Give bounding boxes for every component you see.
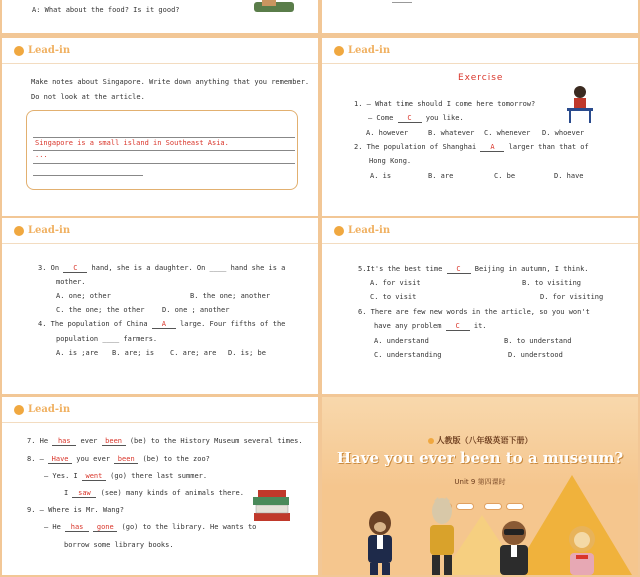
q5-post: Beijing in autumn, I think.	[474, 265, 589, 273]
q2-pre: 2. The population of Shanghai	[354, 143, 477, 151]
q6-option-c: C. understanding	[374, 351, 442, 359]
q8-sentence	[27, 455, 210, 464]
slide-header	[322, 38, 638, 64]
q9b-answer-2: gone	[93, 523, 117, 532]
q8c-post: (see) many kinds of animals there.	[100, 489, 244, 497]
cat-character-icon	[422, 497, 462, 575]
slide-q5-q6	[322, 218, 638, 394]
blank-line	[392, 2, 412, 3]
notes-rule	[33, 175, 143, 176]
dog-character-icon	[360, 509, 400, 575]
q1-option-c: C. whenever	[484, 129, 531, 137]
slide-header	[322, 218, 638, 244]
q2-answer: A	[480, 143, 504, 152]
q8c-pre: I	[64, 489, 69, 497]
instruction-1: Make notes about Singapore. Write down anything that you remember.	[31, 78, 310, 86]
header-dot-icon	[334, 226, 344, 236]
q3-pre: 3. On	[38, 264, 60, 272]
q2-continued: Hong Kong.	[369, 157, 412, 165]
q5-pre: 5.It's the best time	[358, 265, 443, 273]
q5-option-c: C. to visit	[370, 293, 417, 301]
q2-option-c: C. be	[494, 172, 516, 180]
food-illustration-icon	[252, 0, 296, 14]
q5-sentence	[358, 265, 589, 274]
cover-pill	[506, 503, 524, 510]
q7-mid: ever	[80, 437, 98, 445]
notes-rule	[33, 137, 295, 138]
q2-option-b: B. are	[428, 172, 454, 180]
q3-option-b: B. the one; another	[190, 292, 271, 300]
q1-answer: C	[398, 114, 422, 123]
slide-header	[2, 38, 318, 64]
lion-character-icon	[562, 525, 602, 575]
q9b-post: (go) to the library. He wants to	[121, 523, 257, 531]
q7-answer-1: has	[52, 437, 76, 446]
q5-option-b: B. to visiting	[522, 279, 582, 287]
cover-dot-icon	[428, 438, 434, 444]
q7-post: (be) to the History Museum several times.	[129, 437, 303, 445]
slide-exercise	[322, 38, 638, 216]
slide-header	[2, 218, 318, 244]
q4-sentence	[38, 320, 285, 329]
q3-continued: mother.	[56, 278, 86, 286]
q1-option-b: B. whatever	[428, 129, 475, 137]
q4-answer: A	[152, 320, 176, 329]
header-label: Lead-in	[348, 45, 391, 56]
q1-option-d: D. whoever	[542, 129, 585, 137]
q1-option-a: A. however	[366, 129, 409, 137]
bear-character-icon	[492, 519, 536, 575]
header-label: Lead-in	[28, 225, 71, 236]
header-dot-icon	[14, 405, 24, 415]
q6-sentence	[374, 322, 487, 331]
q1-pre: — Come	[368, 114, 394, 122]
q4-option-a: A. is ;are	[56, 349, 99, 357]
q8-mid: you ever	[76, 455, 111, 463]
q9b-pre: — He	[44, 523, 61, 531]
slide-notes	[2, 38, 318, 216]
q3-sentence	[38, 264, 285, 273]
q6-option-a: A. understand	[374, 337, 429, 345]
q2-option-d: D. have	[554, 172, 584, 180]
header-dot-icon	[14, 226, 24, 236]
q4-option-b: B. are; is	[112, 349, 155, 357]
q6-pre: have any problem	[374, 322, 442, 330]
q6-text: 6. There are few new words in the article, so you won't	[358, 308, 590, 316]
q4-continued: population ____ farmers.	[56, 335, 158, 343]
slide-header	[2, 397, 318, 423]
exercise-title: Exercise	[458, 73, 504, 83]
q1-post: you like.	[425, 114, 464, 122]
note-1: Singapore is a small island in Southeast Asia.	[35, 139, 229, 147]
q4-option-d: D. is; be	[228, 349, 266, 357]
q7-pre: 7. He	[27, 437, 49, 445]
q1-sentence	[368, 114, 464, 123]
q3-post: hand, she is a daughter. On ____ hand she is a	[91, 264, 286, 272]
q1-text: 1. — What time should I come here tomorrow?	[354, 100, 536, 108]
dialogue-line: A: What about the food? Is it good?	[32, 6, 180, 14]
notes-rule	[33, 163, 295, 164]
instruction-2: Do not look at the article.	[31, 93, 145, 101]
header-label: Lead-in	[28, 404, 71, 415]
cover-unit: Unit 9 第四课时	[454, 478, 506, 486]
slide-q3-q4	[2, 218, 318, 394]
q6-post: it.	[473, 322, 487, 330]
q2-sentence	[354, 143, 589, 152]
q8b-sentence	[44, 472, 207, 481]
q8-answer-1: Have	[48, 455, 72, 464]
q8-pre: 8. —	[27, 455, 44, 463]
q3-option-c: C. the one; the other	[56, 306, 145, 314]
q9b-sentence	[44, 523, 256, 532]
cover-slide	[322, 397, 638, 575]
q8b-answer: went	[82, 472, 106, 481]
q6-option-d: D. understood	[508, 351, 563, 359]
header-label: Lead-in	[28, 45, 71, 56]
q8b-pre: — Yes. I	[44, 472, 78, 480]
q8b-post: (go) there last summer.	[110, 472, 208, 480]
cover-subtitle	[322, 435, 638, 446]
student-desk-icon	[565, 84, 595, 124]
q8c-answer: saw	[72, 489, 96, 498]
slide-q7-q9	[2, 397, 318, 575]
header-dot-icon	[14, 46, 24, 56]
q4-pre: 4. The population of China	[38, 320, 148, 328]
books-stack-icon	[250, 489, 294, 523]
cover-pill	[484, 503, 502, 510]
q9-text: 9. — Where is Mr. Wang?	[27, 506, 124, 514]
note-2: ...	[35, 151, 48, 159]
slide-top-left	[2, 0, 318, 33]
cover-subtitle-text: 人教版（八年级英语下册）	[436, 436, 533, 445]
q5-answer: C	[447, 265, 471, 274]
q9-continued: borrow some library books.	[64, 541, 174, 549]
header-dot-icon	[334, 46, 344, 56]
slide-top-right	[322, 0, 638, 33]
q2-post: larger than that of	[508, 143, 589, 151]
q2-option-a: A. is	[370, 172, 392, 180]
q4-option-c: C. are; are	[170, 349, 217, 357]
header-label: Lead-in	[348, 225, 391, 236]
notes-rule	[33, 150, 295, 151]
q8c-sentence	[64, 489, 244, 498]
q3-option-a: A. one; other	[56, 292, 111, 300]
notes-box	[26, 110, 298, 190]
q5-option-d: D. for visiting	[540, 293, 604, 301]
q5-option-a: A. for visit	[370, 279, 421, 287]
q9b-answer-1: has	[65, 523, 89, 532]
q4-post: large. Four fifths of the	[180, 320, 286, 328]
q7-sentence	[27, 437, 303, 446]
q7-answer-2: been	[102, 437, 126, 446]
q3-answer: C	[63, 264, 87, 273]
q8-answer-2: been	[114, 455, 138, 464]
q3-option-d: D. one ; another	[162, 306, 230, 314]
q6-option-b: B. to understand	[504, 337, 572, 345]
q8-post: (be) to the zoo?	[142, 455, 210, 463]
q6-answer: C	[446, 322, 470, 331]
cover-title: Have you ever been to a museum?	[336, 449, 624, 467]
